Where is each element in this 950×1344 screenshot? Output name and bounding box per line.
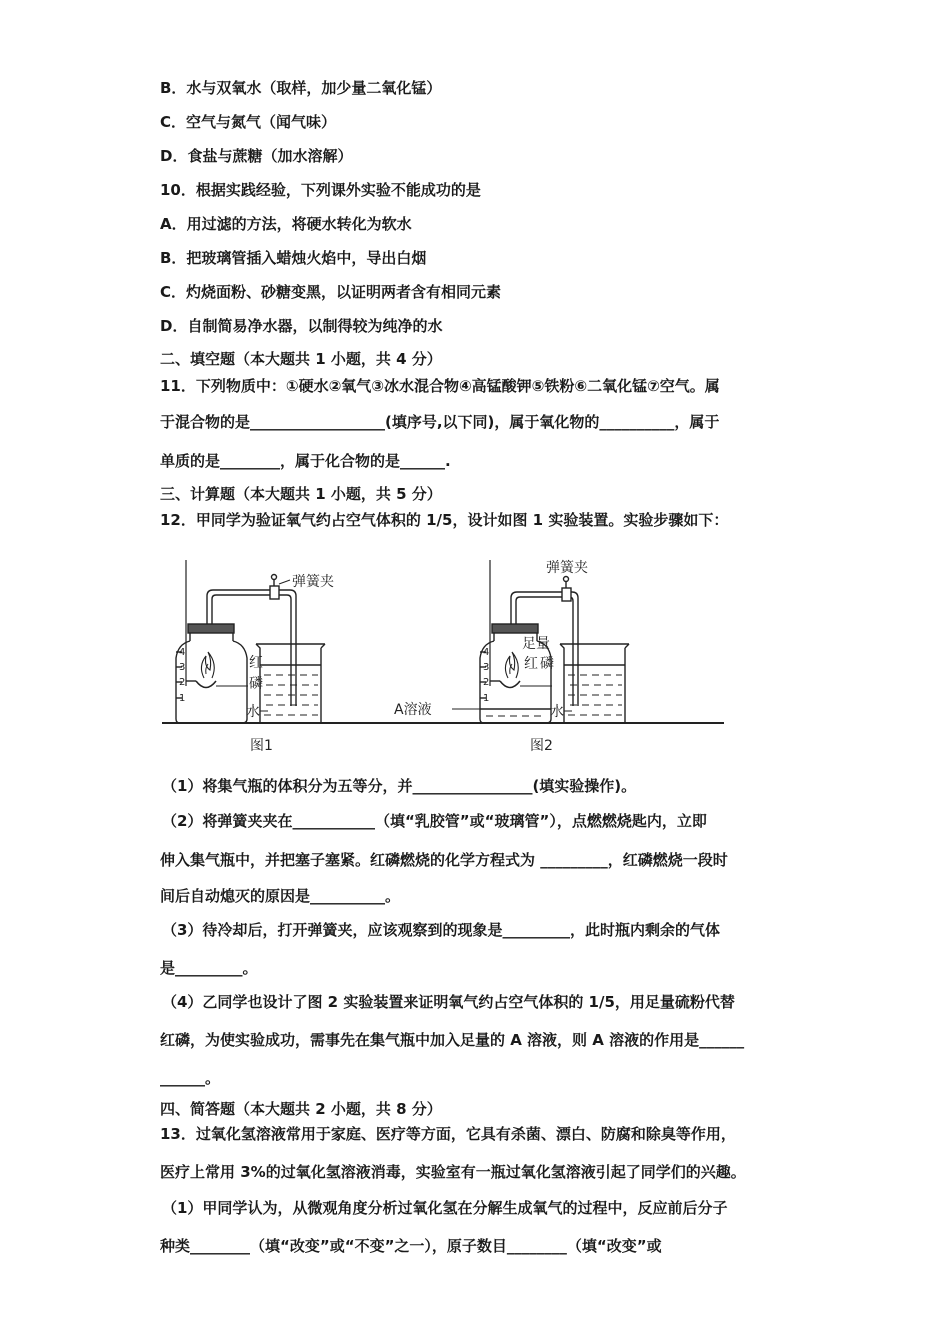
q12-part-2-line-1: （2）将弹簧夹夹在___________（填“乳胶管”或“玻璃管”），点燃燃烧匙内，立即 [162,812,707,830]
q12-part-2-line-3: 间后自动熄灭的原因是__________。 [160,887,401,905]
option-d-line: D．食盐与蔗糖（加水溶解） [160,147,353,165]
fig1-scale-4: 4 [179,647,186,658]
q10-option-a: A．用过滤的方法，将硬水转化为软水 [160,215,412,233]
question-10-stem: 10．根据实践经验，下列课外实验不能成功的是 [160,181,481,199]
q12-part-4-line-1: （4）乙同学也设计了图 2 实验装置来证明氧气约占空气体积的 1/5，用足量硫粉代替 [162,993,735,1011]
fig2-label-zu: 足量 [522,636,550,652]
fig1-scale-3: 3 [179,662,186,673]
question-12-stem: 12．甲同学为验证氧气约占空气体积的 1/5，设计如图 1 实验装置。实验步骤如下： [160,511,729,529]
fig2-clip-label: 弹簧夹 [546,560,588,576]
q12-part-4-line-3: ______。 [160,1069,221,1087]
q10-option-c: C．灼烧面粉、砂糖变黑，以证明两者含有相同元素 [160,283,502,301]
question-13-line-1: 13．过氧化氢溶液常用于家庭、医疗等方面，它具有杀菌、漂白、防腐和除臭等作用， [160,1125,736,1143]
q10-option-d: D．自制简易净水器，以制得较为纯净的水 [160,317,443,335]
fig1-label-lin: 磷 [249,676,263,692]
question-13-line-2: 医疗上常用 3%的过氧化氢溶液消毒，实验室有一瓶过氧化氢溶液引起了同学们的兴趣。 [160,1163,746,1181]
apparatus-diagram [150,548,800,763]
fig1-clip-label: 弹簧夹 [292,574,334,590]
option-b-line: B．水与双氧水（取样，加少量二氧化锰） [160,79,442,97]
q12-part-2-line-2: 伸入集气瓶中，并把塞子塞紧。红磷燃烧的化学方程式为 _________，红磷燃烧一段时 [160,851,728,869]
question-11-line-2: 于混合物的是__________________(填序号,以下同)，属于氧化物的__________，属于 [160,413,720,431]
fig1-label-water: 水 [246,704,260,720]
fig1-scale-1: 1 [179,693,186,704]
q12-part-3-line-2: 是_________。 [160,959,258,977]
fig2-scale-3: 3 [483,662,490,673]
q12-part-4-line-2: 红磷，为使实验成功，需事先在集气瓶中加入足量的 A 溶液，则 A 溶液的作用是______ [160,1031,745,1049]
fig2-scale-4: 4 [483,647,490,658]
fig1-label-hong: 红 [249,655,263,671]
fig2-label-lin: 磷 [540,656,554,672]
question-11-line-3: 单质的是________，属于化合物的是______. [160,452,451,470]
fig2-label-solution: A溶液 [394,702,432,718]
section-3-heading: 三、计算题（本大题共 1 小题，共 5 分） [160,485,442,503]
q10-option-b: B．把玻璃管插入蜡烛火焰中，导出白烟 [160,249,427,267]
fig2-label-water: 水 [550,704,564,720]
section-2-heading: 二、填空题（本大题共 1 小题，共 4 分） [160,350,442,368]
fig1-scale-2: 2 [179,677,186,688]
fig2-label-hong: 红 [524,656,538,672]
option-c-line: C．空气与氮气（闻气味） [160,113,337,131]
fig2-scale-1: 1 [483,693,490,704]
section-4-heading: 四、简答题（本大题共 2 小题，共 8 分） [160,1100,442,1118]
figure-2-apparatus [434,560,724,723]
q13-part-1-line-2: 种类________（填“改变”或“不变”之一），原子数目________（填“改变”或 [160,1237,662,1255]
apparatus-figure [150,548,800,763]
q12-part-1: （1）将集气瓶的体积分为五等分，并________________(填实验操作)。 [162,777,637,795]
fig1-caption: 图1 [250,738,273,754]
q12-part-3-line-1: （3）待冷却后，打开弹簧夹，应该观察到的现象是_________，此时瓶内剩余的气体 [162,921,720,939]
q13-part-1-line-1: （1）甲同学认为，从微观角度分析过氧化氢在分解生成氧气的过程中，反应前后分子 [162,1199,728,1217]
question-11-line-1: 11．下列物质中：①硬水②氧气③冰水混合物④高锰酸钾⑤铁粉⑥二氧化锰⑦空气。属 [160,377,720,395]
fig2-caption: 图2 [530,738,553,754]
fig2-scale-2: 2 [483,677,490,688]
